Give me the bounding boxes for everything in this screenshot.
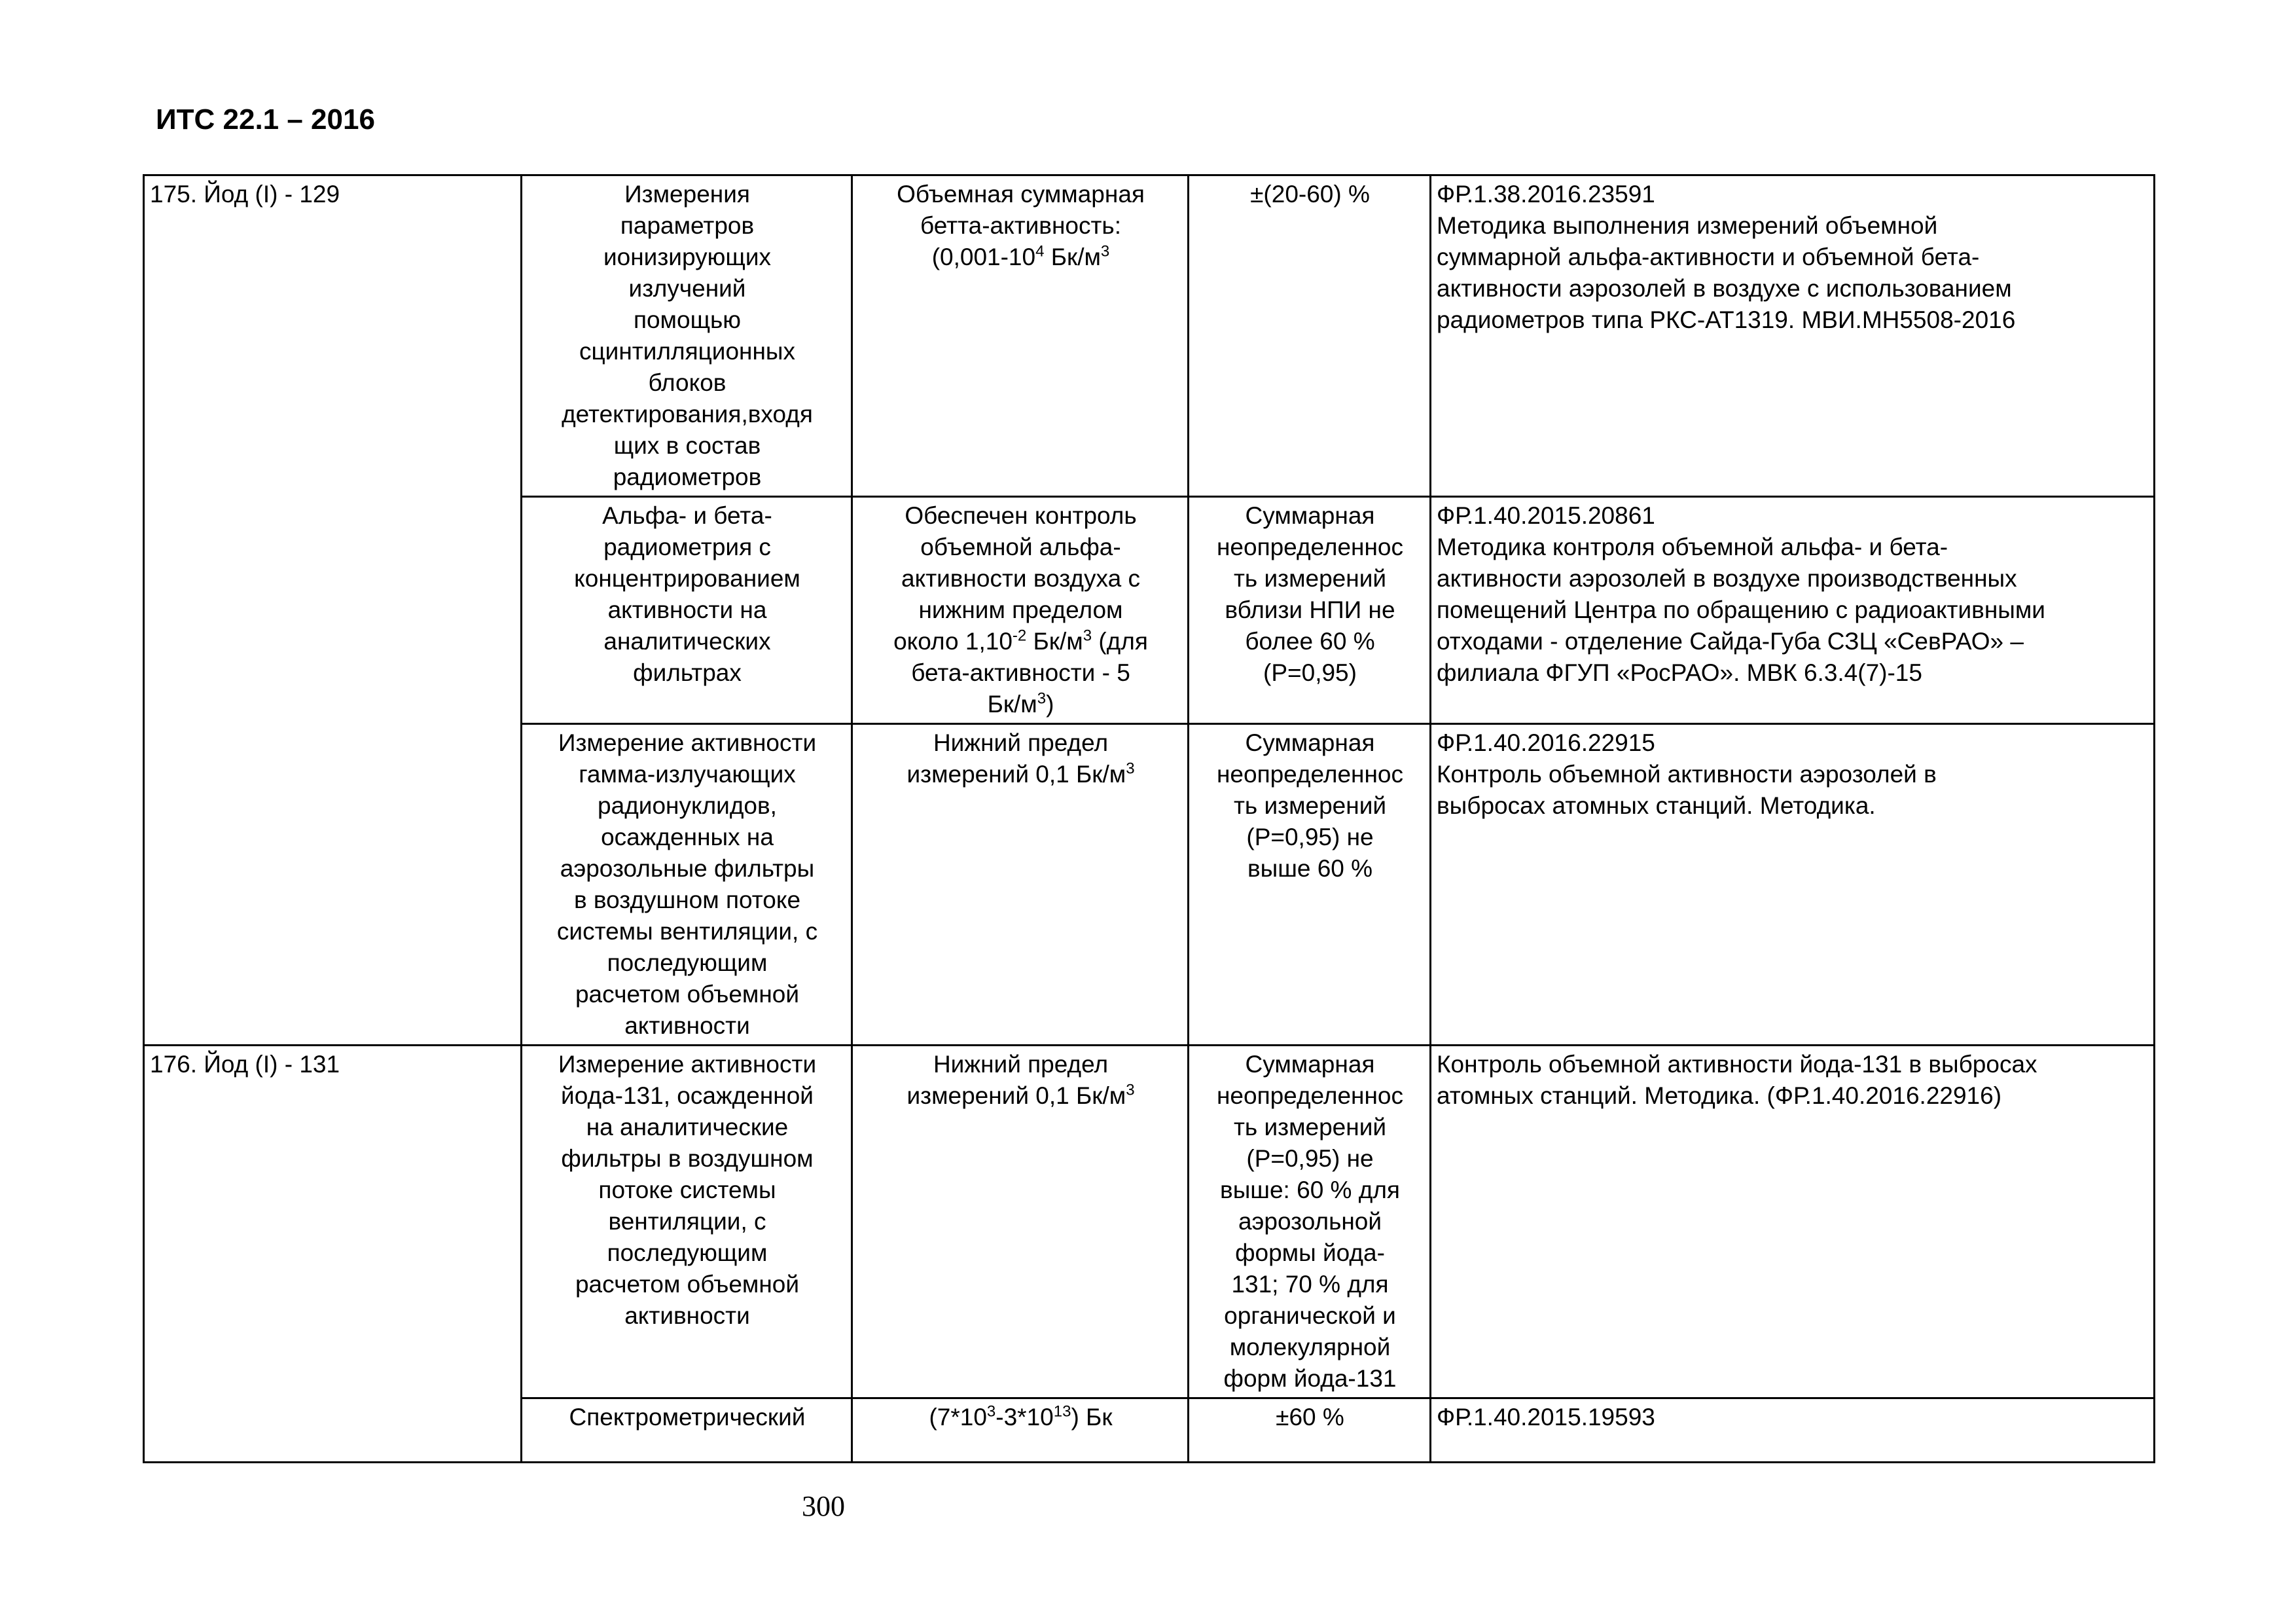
range-text: около $1,10^{-2}$ $Бк/м^3$ (для [893, 627, 1148, 655]
document-cell [1431, 175, 2155, 497]
document-text: суммарной альфа-активности и объемной бета- [1437, 244, 1980, 270]
document-text: Контроль объемной активности йода-131 в выбросах [1437, 1051, 2037, 1078]
method-text: помощью [633, 306, 742, 333]
document-text: филиала ФГУП «РосРАО». МВК 6.3.4(7)-15 [1437, 659, 1922, 686]
method-text: детектирования,входя [562, 401, 813, 428]
method-text: на аналитические [586, 1114, 789, 1140]
range-text: объемной альфа- [920, 534, 1121, 560]
error-text: ть измерений [1233, 565, 1387, 592]
method-text: последующим [607, 949, 768, 976]
document-text: помещений Центра по обращению с радиоактивными [1437, 596, 2045, 623]
error-text: Суммарная [1245, 502, 1375, 529]
method-text: последующим [607, 1239, 768, 1266]
document-text: активности аэрозолей в воздухе производственных [1437, 565, 2017, 592]
error-text: 131; 70 % для [1231, 1271, 1389, 1298]
method-text: активности [624, 1302, 750, 1329]
error-text: неопределеннос [1216, 761, 1403, 788]
document-text: радиометров типа РКС-АТ1319. МВИ.МН5508-2016 [1437, 306, 2016, 333]
method-text: Измерение активности [558, 1051, 817, 1078]
range-cell [852, 497, 1189, 724]
method-text: радиометров [613, 464, 762, 490]
error-text: (P=0,95) не [1246, 824, 1374, 850]
error-text: молекулярной [1229, 1334, 1391, 1360]
table-row [144, 175, 2155, 497]
method-text: вентиляции, с [608, 1208, 766, 1235]
document-text: ФР.1.40.2015.20861 [1437, 502, 1655, 529]
method-text: активности на [607, 596, 767, 623]
document-code-header: ИТС 22.1 – 2016 [156, 103, 375, 136]
table-row [144, 1046, 2155, 1398]
error-text: ±60 % [1276, 1404, 1344, 1431]
method-text: Измерение активности [558, 729, 817, 756]
method-text: аэрозольные фильтры [560, 855, 815, 882]
method-cell [522, 724, 852, 1046]
document-cell [1431, 1398, 2155, 1463]
substance-cell [144, 175, 522, 1046]
range-cell [852, 1046, 1189, 1398]
method-text: аналитических [603, 628, 771, 655]
method-text: ионизирующих [603, 244, 771, 270]
error-text: форм йода-131 [1223, 1365, 1397, 1392]
method-text: параметров [620, 212, 755, 239]
method-text: активности [624, 1012, 750, 1039]
error-text: выше: 60 % для [1220, 1176, 1400, 1203]
document-text: Методика контроля объемной альфа- и бета- [1437, 534, 1948, 560]
error-cell [1189, 175, 1431, 497]
range-cell [852, 175, 1189, 497]
range-cell [852, 1398, 1189, 1463]
method-cell [522, 497, 852, 724]
range-text: бета-активности - 5 [911, 659, 1130, 686]
measurement-methods-table [143, 174, 2155, 1463]
range-text: активности воздуха с [901, 565, 1140, 592]
method-text: излучений [628, 275, 746, 302]
method-text: йода-131, осажденной [561, 1082, 814, 1109]
document-text: ФР.1.40.2016.22915 [1437, 729, 1655, 756]
error-cell [1189, 1046, 1431, 1398]
document-text: ФР.1.38.2016.23591 [1437, 181, 1655, 208]
method-text: потоке системы [598, 1176, 776, 1203]
error-text: органической и [1224, 1302, 1396, 1329]
error-text: формы йода- [1235, 1239, 1385, 1266]
document-text: выбросах атомных станций. Методика. [1437, 792, 1876, 819]
method-text: Спектрометрический [569, 1404, 806, 1431]
method-text: щих в состав [613, 432, 761, 459]
method-text: радионуклидов, [598, 792, 777, 819]
substance-name: 175. Йод (I) - 129 [150, 181, 340, 208]
range-text: измерений 0,1 $Бк/м^3$ [906, 1081, 1135, 1109]
range-text: измерений 0,1 $Бк/м^3$ [906, 759, 1135, 788]
range-text: Нижний предел [933, 1051, 1109, 1078]
method-text: фильтры в воздушном [561, 1145, 814, 1172]
method-text: блоков [648, 369, 726, 396]
error-text: ть измерений [1233, 1114, 1387, 1140]
error-text: ть измерений [1233, 792, 1387, 819]
method-text: концентрированием [574, 565, 800, 592]
method-text: гамма-излучающих [579, 761, 796, 788]
document-text: Контроль объемной активности аэрозолей в [1437, 761, 1937, 788]
method-cell [522, 1398, 852, 1463]
document-cell [1431, 497, 2155, 724]
range-text: Объемная суммарная [897, 181, 1145, 208]
method-text: Измерения [624, 181, 750, 208]
document-cell [1431, 724, 2155, 1046]
method-text: осажденных на [601, 824, 774, 850]
range-text: Обеспечен контроль [905, 502, 1137, 529]
range-text: $(7*10^3-3*10^{13})$ Бк [929, 1402, 1113, 1431]
page-number: 300 [802, 1490, 845, 1522]
error-text: вблизи НПИ не [1225, 596, 1395, 623]
document-text: отходами - отделение Сайда-Губа СЗЦ «СевРАО» – [1437, 628, 2024, 655]
error-text: неопределеннос [1216, 1082, 1403, 1109]
document-text: ФР.1.40.2015.19593 [1437, 1404, 1655, 1431]
range-text: нижним пределом [918, 596, 1123, 623]
error-text: неопределеннос [1216, 534, 1403, 560]
error-text: Суммарная [1245, 729, 1375, 756]
error-text: (P=0,95) не [1246, 1145, 1374, 1172]
document-text: активности аэрозолей в воздухе с использованием [1437, 275, 2012, 302]
document-cell [1431, 1046, 2155, 1398]
error-cell [1189, 1398, 1431, 1463]
range-text: ($0,001-10^4$ $Бк/м^3$ [931, 242, 1110, 270]
method-text: сцинтилляционных [579, 338, 796, 365]
error-cell [1189, 724, 1431, 1046]
method-text: расчетом объемной [575, 1271, 800, 1298]
substance-cell [144, 1046, 522, 1463]
range-cell [852, 724, 1189, 1046]
method-text: в воздушном потоке [573, 886, 801, 913]
error-text: (P=0,95) [1263, 659, 1357, 686]
substance-name: 176. Йод (I) - 131 [150, 1051, 340, 1078]
document-text: Методика выполнения измерений объемной [1437, 212, 1938, 239]
document-text: атомных станций. Методика. (ФР.1.40.2016.22916) [1437, 1082, 2002, 1109]
method-text: Альфа- и бета- [602, 502, 772, 529]
method-text: расчетом объемной [575, 981, 800, 1008]
error-cell [1189, 497, 1431, 724]
method-cell [522, 1046, 852, 1398]
range-text: бетта-активность: [920, 212, 1121, 239]
error-text: аэрозольной [1238, 1208, 1382, 1235]
method-text: радиометрия с [603, 534, 771, 560]
method-text: системы вентиляции, с [556, 918, 818, 945]
error-text: Суммарная [1245, 1051, 1375, 1078]
method-cell [522, 175, 852, 497]
error-text: более 60 % [1245, 628, 1375, 655]
range-text: $Бк/м^3$) [987, 689, 1054, 718]
error-text: ±(20-60) % [1250, 181, 1370, 208]
error-text: выше 60 % [1247, 855, 1373, 882]
range-text: Нижний предел [933, 729, 1109, 756]
method-text: фильтрах [633, 659, 742, 686]
